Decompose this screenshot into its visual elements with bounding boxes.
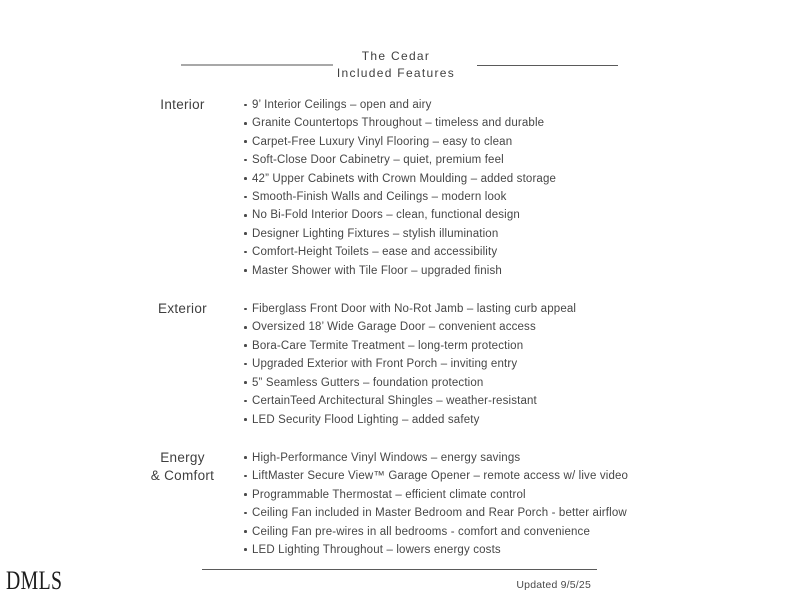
feature-list [243, 449, 628, 559]
feature-item: LED Security Flood Lighting – added safety [243, 411, 576, 429]
feature-item: Soft-Close Door Cabinetry – quiet, premium feel [243, 151, 556, 169]
feature-item: Fiberglass Front Door with No-Rot Jamb – lasting curb appeal [243, 300, 576, 318]
section-label: Interior [160, 97, 205, 112]
feature-item: Designer Lighting Fixtures – stylish illumination [243, 225, 556, 243]
feature-item: 9’ Interior Ceilings – open and airy [243, 96, 556, 114]
feature-item: 42” Upper Cabinets with Crown Moulding – added storage [243, 170, 556, 188]
feature-section [0, 96, 792, 280]
feature-item: LiftMaster Secure View™ Garage Opener – remote access w/ live video [243, 467, 628, 485]
page-title: The Cedar [361, 49, 431, 63]
feature-item: Granite Countertops Throughout – timeless and durable [243, 114, 556, 132]
feature-item: CertainTeed Architectural Shingles – weather-resistant [243, 392, 576, 410]
section-label: Energy & Comfort [150, 449, 215, 484]
feature-item: Smooth-Finish Walls and Ceilings – modern look [243, 188, 556, 206]
section-label: Exterior [158, 301, 207, 317]
feature-section [0, 449, 792, 559]
feature-item: Ceiling Fan included in Master Bedroom and Rear Porch - better airflow [243, 504, 628, 522]
feature-item: Master Shower with Tile Floor – upgraded finish [243, 262, 556, 280]
updated-date: Updated 9/5/25 [516, 579, 591, 591]
feature-sections [0, 96, 792, 579]
feature-item: Carpet-Free Luxury Vinyl Flooring – easy to clean [243, 133, 556, 151]
feature-item: Bora-Care Termite Treatment – long-term protection [243, 337, 576, 355]
feature-item: No Bi-Fold Interior Doors – clean, functional design [243, 206, 556, 224]
feature-item: LED Lighting Throughout – lowers energy costs [243, 541, 628, 559]
header [0, 48, 792, 82]
footer-rule [202, 569, 597, 570]
feature-section [0, 300, 792, 429]
feature-item: Upgraded Exterior with Front Porch – inviting entry [243, 355, 576, 373]
feature-list [243, 96, 556, 280]
feature-item: Programmable Thermostat – efficient climate control [243, 486, 628, 504]
dmls-logo: DMLS [6, 566, 63, 595]
feature-item: Ceiling Fan pre-wires in all bedrooms - comfort and convenience [243, 523, 628, 541]
feature-item: Oversized 18’ Wide Garage Door – convenient access [243, 318, 576, 336]
feature-item: 5” Seamless Gutters – foundation protection [243, 374, 576, 392]
page-subtitle: Included Features [336, 66, 456, 80]
header-rule-right [477, 65, 618, 66]
feature-item: High-Performance Vinyl Windows – energy savings [243, 449, 628, 467]
feature-list [243, 300, 576, 429]
feature-item: Comfort-Height Toilets – ease and accessibility [243, 243, 556, 261]
header-rule-left [181, 64, 333, 66]
